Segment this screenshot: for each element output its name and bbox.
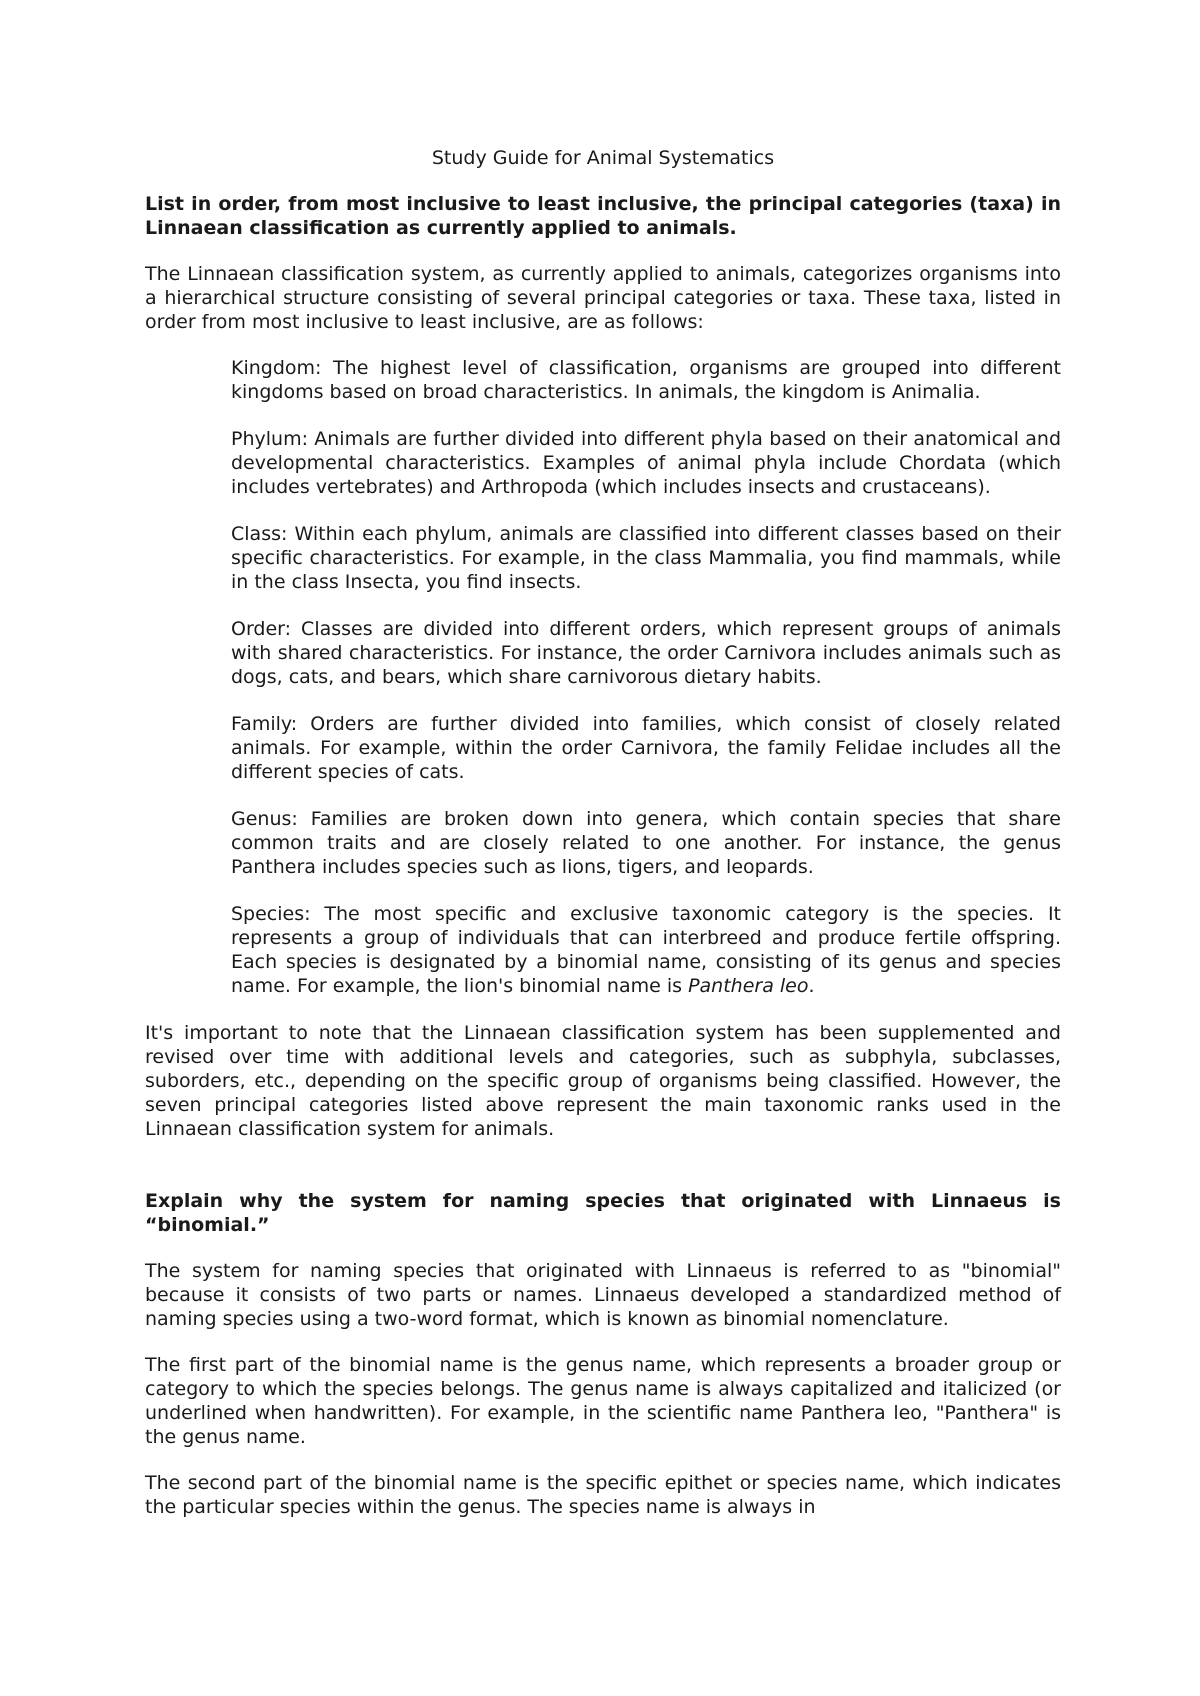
rank-family: Family: Orders are further divided into families, which consist of closely related animals. For example, within the order Carnivora, the family Felidae includes all the different species of cats. bbox=[231, 713, 1061, 783]
rank-species bbox=[231, 902, 1061, 998]
species-text: Species: The most specific and exclusive taxonomic category is the species. It represents a group of individuals that can interbreed and produce fertile offspring. Each species is designated by a binomial name, consisting of its genus and species name. For example, the lion's binomial name is bbox=[231, 903, 1061, 997]
species-end: . bbox=[808, 975, 815, 997]
document-title: Study Guide for Animal Systematics bbox=[431, 147, 775, 169]
rank-kingdom: Kingdom: The highest level of classification, organisms are grouped into different kingdoms based on broad characteristics. In animals, the kingdom is Animalia. bbox=[231, 357, 1061, 403]
intro-paragraph: The Linnaean classification system, as currently applied to animals, categorizes organisms into a hierarchical structure consisting of several principal categories or taxa. These taxa, listed in order from most inclusive to least inclusive, are as follows: bbox=[145, 263, 1061, 333]
document-page bbox=[145, 138, 1061, 1541]
question-1-heading: List in order, from most inclusive to least inclusive, the principal categories (taxa) in Linnaean classification as currently applied to animals. bbox=[145, 193, 1061, 239]
rank-class: Class: Within each phylum, animals are classified into different classes based on their specific characteristics. For example, in the class Mammalia, you find mammals, while in the class Insecta, you find insects. bbox=[231, 523, 1061, 593]
binomial-paragraph-1: The system for naming species that originated with Linnaeus is referred to as "binomial" because it consists of two parts or names. Linnaeus developed a standardized method of naming species using a two-word format, which is known as binomial nomenclature. bbox=[145, 1260, 1061, 1330]
binomial-paragraph-3: The second part of the binomial name is the specific epithet or species name, which indicates the particular species within the genus. The species name is always in bbox=[145, 1472, 1061, 1518]
species-example: Panthera leo bbox=[688, 975, 809, 997]
rank-phylum: Phylum: Animals are further divided into different phyla based on their anatomical and developmental characteristics. Examples of animal phyla include Chordata (which includes vertebrates) and Arthropoda (which includes insects and crustaceans). bbox=[231, 428, 1061, 498]
binomial-paragraph-2: The first part of the binomial name is the genus name, which represents a broader group or category to which the species belongs. The genus name is always capitalized and italicized (or underlined when handwritten). For example, in the scientific name Panthera leo, "Panthera" is the genus name. bbox=[145, 1354, 1061, 1448]
rank-order: Order: Classes are divided into different orders, which represent groups of animals with shared characteristics. For instance, the order Carnivora includes animals such as dogs, cats, and bears, which share carnivorous dietary habits. bbox=[231, 618, 1061, 688]
note-paragraph: It's important to note that the Linnaean classification system has been supplemented and revised over time with additional levels and categories, such as subphyla, subclasses, suborders, etc., depending on the specific group of organisms being classified. However, the seven principal categories listed above represent the main taxonomic ranks used in the Linnaean classification system for animals. bbox=[145, 1022, 1061, 1140]
section-spacer bbox=[145, 1163, 1061, 1189]
question-2-heading: Explain why the system for naming species that originated with Linnaeus is “binomial.” bbox=[145, 1190, 1061, 1236]
rank-genus: Genus: Families are broken down into genera, which contain species that share common traits and are closely related to one another. For instance, the genus Panthera includes species such as lions, tigers, and leopards. bbox=[231, 808, 1061, 878]
